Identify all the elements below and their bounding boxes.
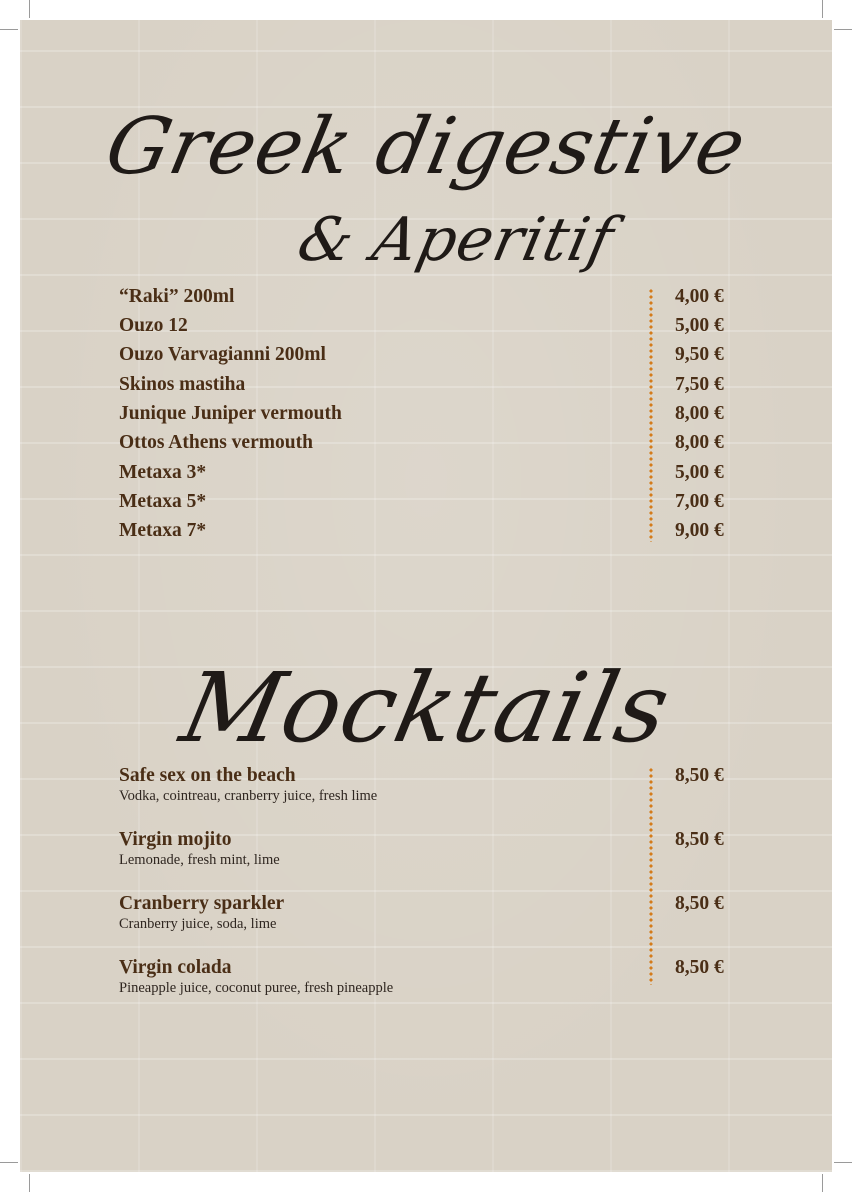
menu-item: [119, 957, 739, 996]
menu-item: [119, 403, 739, 432]
item-price: 8,50 €: [675, 893, 724, 914]
aperitif-subtitle: & Aperitif: [291, 205, 620, 275]
crop-mark: [29, 0, 30, 18]
crop-mark: [834, 29, 852, 30]
item-name: Metaxa 7*: [119, 520, 207, 541]
item-name: “Raki” 200ml: [119, 286, 235, 307]
item-name: Metaxa 5*: [119, 491, 207, 512]
item-name: Safe sex on the beach: [119, 765, 296, 786]
crop-mark: [0, 1162, 18, 1163]
crop-mark: [834, 1162, 852, 1163]
menu-item: [119, 286, 739, 315]
aperitif-title: Greek digestive: [98, 102, 754, 192]
menu-item: [119, 491, 739, 520]
item-name: Junique Juniper vermouth: [119, 403, 342, 424]
item-price: 9,00 €: [675, 520, 724, 541]
menu-item: [119, 893, 739, 932]
crop-mark: [822, 1174, 823, 1192]
mocktails-dot-leader: [649, 767, 653, 985]
item-price: 7,50 €: [675, 374, 724, 395]
item-description: Vodka, cointreau, cranberry juice, fresh lime: [119, 788, 378, 804]
menu-item: [119, 432, 739, 461]
item-price: 5,00 €: [675, 462, 724, 483]
menu-item: [119, 315, 739, 344]
crop-mark: [0, 29, 18, 30]
crop-mark: [822, 0, 823, 18]
item-description: Lemonade, fresh mint, lime: [119, 852, 280, 868]
item-price: 9,50 €: [675, 344, 724, 365]
menu-item: [119, 462, 739, 491]
menu-item: [119, 829, 739, 868]
item-name: Virgin mojito: [119, 829, 232, 850]
menu-item: [119, 520, 739, 549]
item-price: 8,50 €: [675, 765, 724, 786]
item-description: Cranberry juice, soda, lime: [119, 916, 277, 932]
item-price: 4,00 €: [675, 286, 724, 307]
item-price: 8,00 €: [675, 432, 724, 453]
menu-item: [119, 344, 739, 373]
menu-page: [20, 20, 832, 1172]
menu-item: [119, 765, 739, 804]
item-name: Virgin colada: [119, 957, 232, 978]
mocktails-title: Mocktails: [172, 652, 680, 764]
item-price: 5,00 €: [675, 315, 724, 336]
menu-item: [119, 374, 739, 403]
item-name: Ouzo Varvagianni 200ml: [119, 344, 326, 365]
item-price: 8,50 €: [675, 829, 724, 850]
item-price: 7,00 €: [675, 491, 724, 512]
item-name: Cranberry sparkler: [119, 893, 285, 914]
item-description: Pineapple juice, coconut puree, fresh pineapple: [119, 980, 394, 996]
item-price: 8,00 €: [675, 403, 724, 424]
item-name: Ottos Athens vermouth: [119, 432, 313, 453]
crop-mark: [29, 1174, 30, 1192]
item-name: Ouzo 12: [119, 315, 188, 336]
item-name: Skinos mastiha: [119, 374, 246, 395]
item-name: Metaxa 3*: [119, 462, 207, 483]
item-price: 8,50 €: [675, 957, 724, 978]
